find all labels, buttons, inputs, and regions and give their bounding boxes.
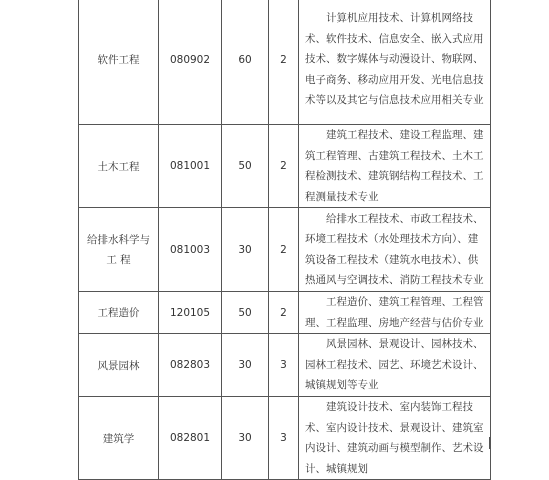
major-code-cell: 081003 xyxy=(159,208,222,292)
eligible-majors-cell: 建筑设计技术、室内装饰工程技术、室内设计技术、景观设计、建筑室内设计、建筑动画与模型制作、艺术设计、城镇规划 xyxy=(299,397,491,480)
study-years-cell: 2 xyxy=(269,0,299,125)
major-name-cell: 给排水科学与工 程 xyxy=(79,208,159,292)
study-years-cell: 2 xyxy=(269,208,299,292)
major-name-cell: 工程造价 xyxy=(79,292,159,334)
eligible-majors-cell: 工程造价、建筑工程管理、工程管理、工程监理、房地产经营与估价专业 xyxy=(299,292,491,334)
major-name-cell: 软件工程 xyxy=(79,0,159,125)
enrollment-plan-cell: 30 xyxy=(222,397,269,480)
enrollment-plan-cell: 50 xyxy=(222,125,269,208)
study-years-cell: 2 xyxy=(269,292,299,334)
enrollment-plan-cell: 50 xyxy=(222,292,269,334)
eligible-majors-cell: 计算机应用技术、计算机网络技术、软件技术、信息安全、嵌入式应用技术、数字媒体与动漫设计、物联网、电子商务、移动应用开发、光电信息技术等以及其它与信息技术应用相关专业 xyxy=(299,0,491,125)
major-code-cell: 080902 xyxy=(159,0,222,125)
enrollment-plan-cell: 60 xyxy=(222,0,269,125)
table-continuation-lines xyxy=(78,437,490,449)
major-code-cell: 081001 xyxy=(159,125,222,208)
major-code-cell: 120105 xyxy=(159,292,222,334)
table-row xyxy=(79,125,491,208)
major-table xyxy=(78,0,491,480)
major-name-cell: 土木工程 xyxy=(79,125,159,208)
enrollment-plan-cell: 30 xyxy=(222,334,269,397)
study-years-cell: 3 xyxy=(269,397,299,480)
major-code-cell: 082801 xyxy=(159,397,222,480)
study-years-cell: 3 xyxy=(269,334,299,397)
eligible-majors-cell: 风景园林、景观设计、园林技术、园林工程技术、园艺、环境艺术设计、城镇规划等专业 xyxy=(299,334,491,397)
major-name-cell: 风景园林 xyxy=(79,334,159,397)
table-row xyxy=(79,334,491,397)
major-name-cell: 建筑学 xyxy=(79,397,159,480)
eligible-majors-cell: 建筑工程技术、建设工程监理、建筑工程管理、古建筑工程技术、土木工程检测技术、建筑钢结构工程技术、工程测量技术专业 xyxy=(299,125,491,208)
major-code-cell: 082803 xyxy=(159,334,222,397)
table-row xyxy=(79,292,491,334)
table-row xyxy=(79,0,491,125)
study-years-cell: 2 xyxy=(269,125,299,208)
table-row xyxy=(79,208,491,292)
enrollment-plan-cell: 30 xyxy=(222,208,269,292)
eligible-majors-cell: 给排水工程技术、市政工程技术、环境工程技术（水处理技术方向）、建筑设备工程技术（建筑水电技术）、供热通风与空调技术、消防工程技术专业 xyxy=(299,208,491,292)
